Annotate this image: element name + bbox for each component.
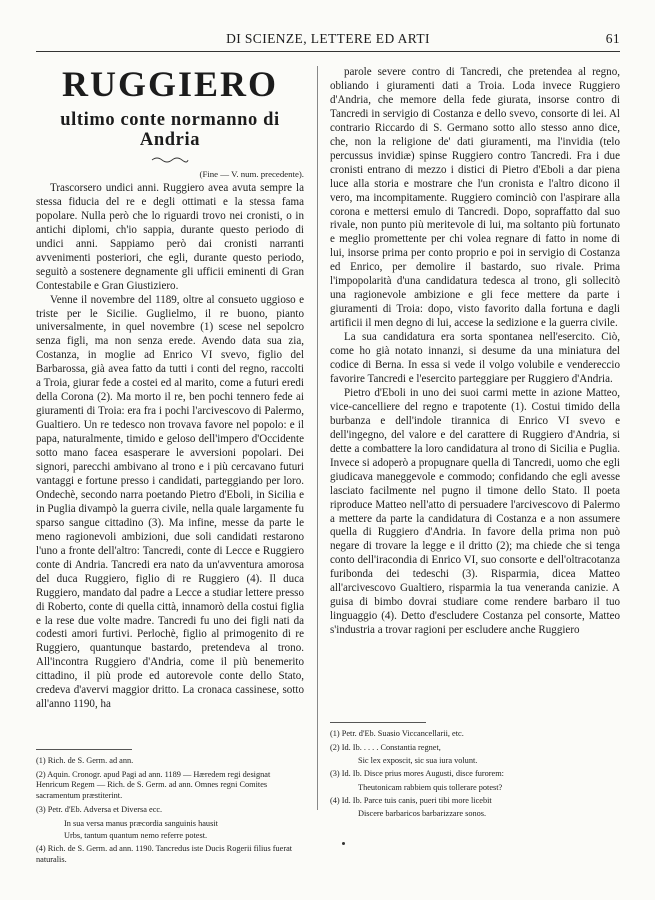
body-paragraph: Pietro d'Eboli in uno dei suoi carmi mette in azione Matteo, vice-cancelliere del regno e trapotente (1). Costui timido della burbanza e dell'indole tirannica di Enrico VI svevo e dell'ingegno, del valore e del carattere di Ruggiero d'Andria, si dette a combattere la loro candidatura al trono di Sicilia e Puglia. Invece si adoperò a propugnare quella di Tancredi, uomo che egli giudicava maneggevole e commodo; confidando che egli avesse lasciato facilmente nel pugno il timone dello Stato. Il poeta riproduce Matteo nell'atto di persuadere l'arcivescovo di Palermo a mettere da parte la candidatura di Costanza e a non assumere quella di Ruggiero d'Andria. In favore della prima non può negare di trovare la legge e il dritto (2); ma chiede che si tenga conto dell'iracondia di Enrico VI, suo consorte e dell'oltracotanza furibonda dei tedeschi (3). Risparmia, dicea Matteo all'arcivescovo Gualtiero, risparmia la tua veneranda canizie. A guisa di bimbo dovrai studiare come rendere barbaro il tuo linguaggio (4). Detto d'escludere Costanza pel consorte, Matteo s'industria a trovar ragioni per escludere anche Ruggiero xyxy=(330,386,620,637)
flourish-ornament-icon xyxy=(150,156,190,164)
footnote-verse: Urbs, tantum quantum nemo referre potest. xyxy=(64,831,208,841)
left-column xyxy=(36,66,304,712)
running-title: DI SCIENZE, LETTERE ED ARTI xyxy=(226,31,430,46)
footnote-verse: In sua versa manus præcordia sanguinis hausit xyxy=(64,818,218,828)
footnote: (2) Id. Ib. . . . . Constantia regnet, xyxy=(330,742,441,752)
running-head xyxy=(36,31,620,52)
article-subtitle: ultimo conte normanno di Andria xyxy=(60,110,280,150)
footnotes-right xyxy=(330,722,620,822)
column-divider xyxy=(317,66,318,810)
footnote-verse: Theutonicam rabbiem quis tollerare potest? xyxy=(358,782,503,792)
footnote-list-left xyxy=(36,756,304,865)
footnote-rule xyxy=(330,722,426,723)
footnote: (2) Aquin. Cronogr. apud Pagi ad ann. 1189 — Hæredem regi designat Henricum Regem — Rich. de S. Germ. ad ann. Omnes regni Comites sacramentum præstiterint. xyxy=(36,769,271,801)
continuation-note: (Fine — V. num. precedente). xyxy=(199,169,304,179)
footnotes-left xyxy=(36,749,304,868)
footnote: (3) Petr. d'Eb. Adversa et Diversa ecc. xyxy=(36,804,163,814)
footnote: (3) Id. Ib. Disce prius mores Augusti, disce furorem: xyxy=(330,769,504,779)
footnote-list-right xyxy=(330,729,620,820)
footnote: (4) Rich. de S. Germ. ad ann. 1190. Tancredus iste Ducis Rogerii filius fuerat naturalis. xyxy=(36,843,293,864)
body-paragraph: La sua candidatura era sorta spontanea nell'esercito. Ciò, come ho già notato innanzi, si desume da una miniatura del codice di Berna. In essa si vede il volgo volubile e vendereccio favorire Tancredi e l'esercito parteggiare per Ruggiero d'Andria. xyxy=(330,331,620,385)
footnote-verse: Discere barbaricos barbarizzare sonos. xyxy=(358,809,487,819)
right-paragraphs xyxy=(330,66,620,638)
footnote: (1) Rich. de S. Germ. ad ann. xyxy=(36,756,134,765)
body-paragraph: Trascorsero undici anni. Ruggiero avea avuta sempre la stessa fiducia del re e degli ottimati e la stessa fama popolare. Nulla però che lo riguardi trovo nei cronisti, o in antichi diplomi, ch'io sappia, durante questo periodo di undici anni. Sappiamo però dai cronisti narranti avvenimenti posteriori, che egli, durante questo periodo, seguitò a sostenere degnamente gli ufficii eminenti di Gran Contestabile e Gran Giustiziero. xyxy=(36,181,304,292)
left-paragraphs xyxy=(36,182,304,712)
footnote-verse: Sic lex exposcit, sic sua iura volunt. xyxy=(358,756,478,766)
page-number: 61 xyxy=(605,31,620,46)
body-paragraph: parole severe contro di Tancredi, che pretendea al regno, obliando i giuramenti dati a Troia. Loda invece Ruggiero d'Andria, che memore della fede giurata, insorse contro di Tancredi in servigio di Costanza e dello svevo, consorte di lei. Al contrario Riccardo di S. Germano sotto allo stesso anno dice, che, non la religione de' dati giuramenti, ma l'invidia (telo percussus invidiæ) spinse Ruggiero contro Tancredi. Fra i due cronisti entrano di mezzo i distici di Pietro d'Eboli a dar piena luce alla storia e mostrare che l'un cronista e l'altro dicono il vero, ma incompitamente. Ruggiero cominciò con l'aspirare alla corona e mettersi emulo di Tancredi. Dopo, sopraffatto dal suo rivale, non punto più meritevole di lui, ma soltanto più fortunato e meglio promettente per chi volea regnare di fatto in nome di lui, insorse prima per conto proprio e poi in servigio di Costanza ed Enrico, per demolire il bastardo, suo rivale. Prima l'impopolarità d'una candidatura tedesca al trono, gli sollecitò una ragionevole ambizione e gli fece mettere da parte i giuramenti di Troia: dopo, visto favorito dalla fortuna e dagli artificii il men degno di lui, accese la sedizione e la guerra civile. xyxy=(330,66,620,330)
printer-dot-mark xyxy=(342,842,345,845)
article-title: RUGGIERO xyxy=(61,64,279,104)
body-paragraph: Venne il novembre del 1189, oltre al consueto uggioso e triste per le Sicilie. Guglielmo, il re buono, pianto universalmente, in quel novembre (1) scese nel sepolcro senza figli, ma non senza erede. Avendo data sua zia, Costanza, in moglie ad Enrico VI svevo, figlio del Barbarossa, già avea fatto da tutti i conti del regno, raccolti a Troia, giurar fede a costei ed al marito, come a futuri eredi della Corona (2). Ma morto il re, ben pochi tennero fede ai giuramenti di Troia: era fra i pochi l'arcivescovo di Palermo, Gualtiero. Un re tedesco non trovava favore nel popolo: e il papa, naturalmente, timido e geloso dell'impero d'Occidente sotto mano facea esasperare le avversioni popolari. Dei signori, parecchi ambivano al trono e i più cercavano futuri vantaggi e fortune presso i candidati, parteggiando per loro. Ondechè, secondo narra poetando Pietro d'Eboli, in Sicilia e in Puglia divampò la guerra civile, nella quale largamente fu sparso sangue cittadino (3). Ma infine, messe da parte le meno ragionevoli ambizioni, due soli candidati restarono l'uno a fronte dell'altro: Tancredi, conte di Lecce e Ruggiero conte di Andria. Tancredi era nato da un'avventura amorosa del duca Ruggiero, figlio di re Ruggiero (4). Il duca Ruggiero, mandato dal padre a Lecce a studiar lettere presso di Roberto, conte di quella città, innamorò della costui figlia e la rese due volte madre. Tancredi fu uno dei figli nati da codesti amori furtivi. Perlochè, figlio al primogenito di re Ruggiero, quantunque bastardo, pretendeva al trono. All'incontra Ruggiero d'Andria, come il più benemerito cittadino, il più prode ed autorevole conte dello Stato, credeva d'avervi maggior dritto. La cronaca cassinese, sotto all'anno 1190, ha xyxy=(36,293,304,711)
footnote-rule xyxy=(36,749,132,750)
right-column xyxy=(330,66,620,638)
footnote: (1) Petr. d'Eb. Suasio Viccancellarii, etc. xyxy=(330,729,464,738)
footnote: (4) Id. Ib. Parce tuis canis, pueri tibi more licebit xyxy=(330,795,492,805)
